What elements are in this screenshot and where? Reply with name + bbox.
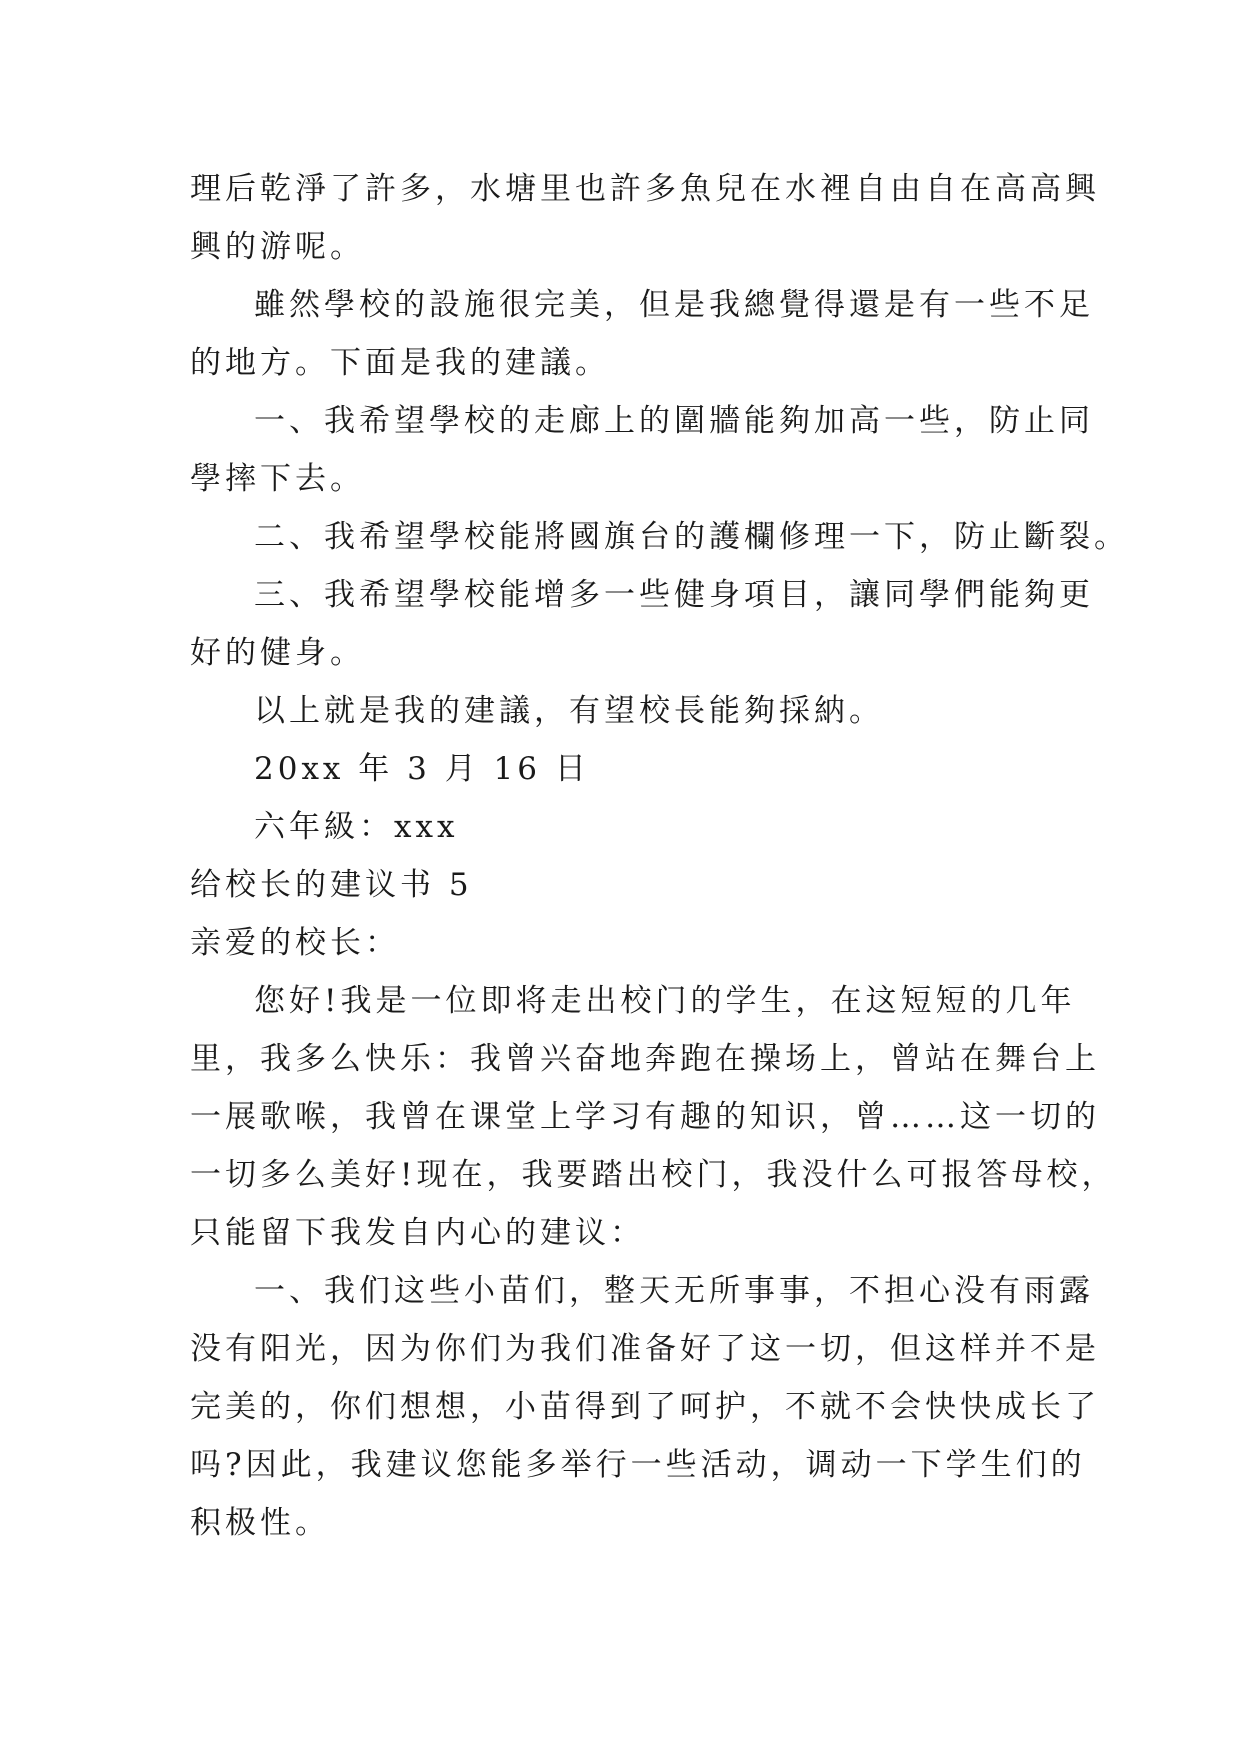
text-line: 二、我希望學校能將國旗台的護欄修理一下，防止斷裂。 xyxy=(254,519,1129,555)
text-line: 雖然學校的設施很完美，但是我總覺得還是有一些不足 xyxy=(254,287,1094,323)
text-line: 學摔下去。 xyxy=(190,461,365,497)
text-line: 好的健身。 xyxy=(190,635,365,671)
text-line: 以上就是我的建議，有望校長能夠採納。 xyxy=(254,693,884,729)
text-line: 只能留下我发自内心的建议： xyxy=(190,1215,645,1251)
document-body xyxy=(190,160,1129,1552)
salutation: 亲爱的校长： xyxy=(190,925,400,961)
date-line: 20xx 年 3 月 16 日 xyxy=(254,751,590,787)
text-line: 一切多么美好!现在，我要踏出校门，我没什么可报答母校， xyxy=(190,1157,1117,1193)
text-line: 的地方。下面是我的建議。 xyxy=(190,345,610,381)
text-line: 没有阳光，因为你们为我们准备好了这一切，但这样并不是 xyxy=(190,1331,1100,1367)
text-line: 一、我们这些小苗们，整天无所事事，不担心没有雨露 xyxy=(254,1273,1094,1309)
text-line: 興的游呢。 xyxy=(190,229,365,265)
text-line: 吗?因此，我建议您能多举行一些活动，调动一下学生们的 xyxy=(190,1447,1086,1483)
signature-line: 六年級：xxx xyxy=(254,809,459,845)
text-line: 一、我希望學校的走廊上的圍牆能夠加高一些，防止同 xyxy=(254,403,1094,439)
text-line: 一展歌喉，我曾在课堂上学习有趣的知识，曾……这一切的 xyxy=(190,1099,1100,1135)
text-line: 里，我多么快乐：我曾兴奋地奔跑在操场上，曾站在舞台上 xyxy=(190,1041,1100,1077)
section-heading: 给校长的建议书 5 xyxy=(190,867,473,903)
text-line: 三、我希望學校能增多一些健身項目，讓同學們能夠更 xyxy=(254,577,1094,613)
text-line: 理后乾淨了許多，水塘里也許多魚兒在水裡自由自在高高興 xyxy=(190,171,1100,207)
text-line: 您好!我是一位即将走出校门的学生，在这短短的几年 xyxy=(254,983,1076,1019)
text-line: 积极性。 xyxy=(190,1505,330,1541)
text-line: 完美的，你们想想，小苗得到了呵护，不就不会快快成长了 xyxy=(190,1389,1100,1425)
